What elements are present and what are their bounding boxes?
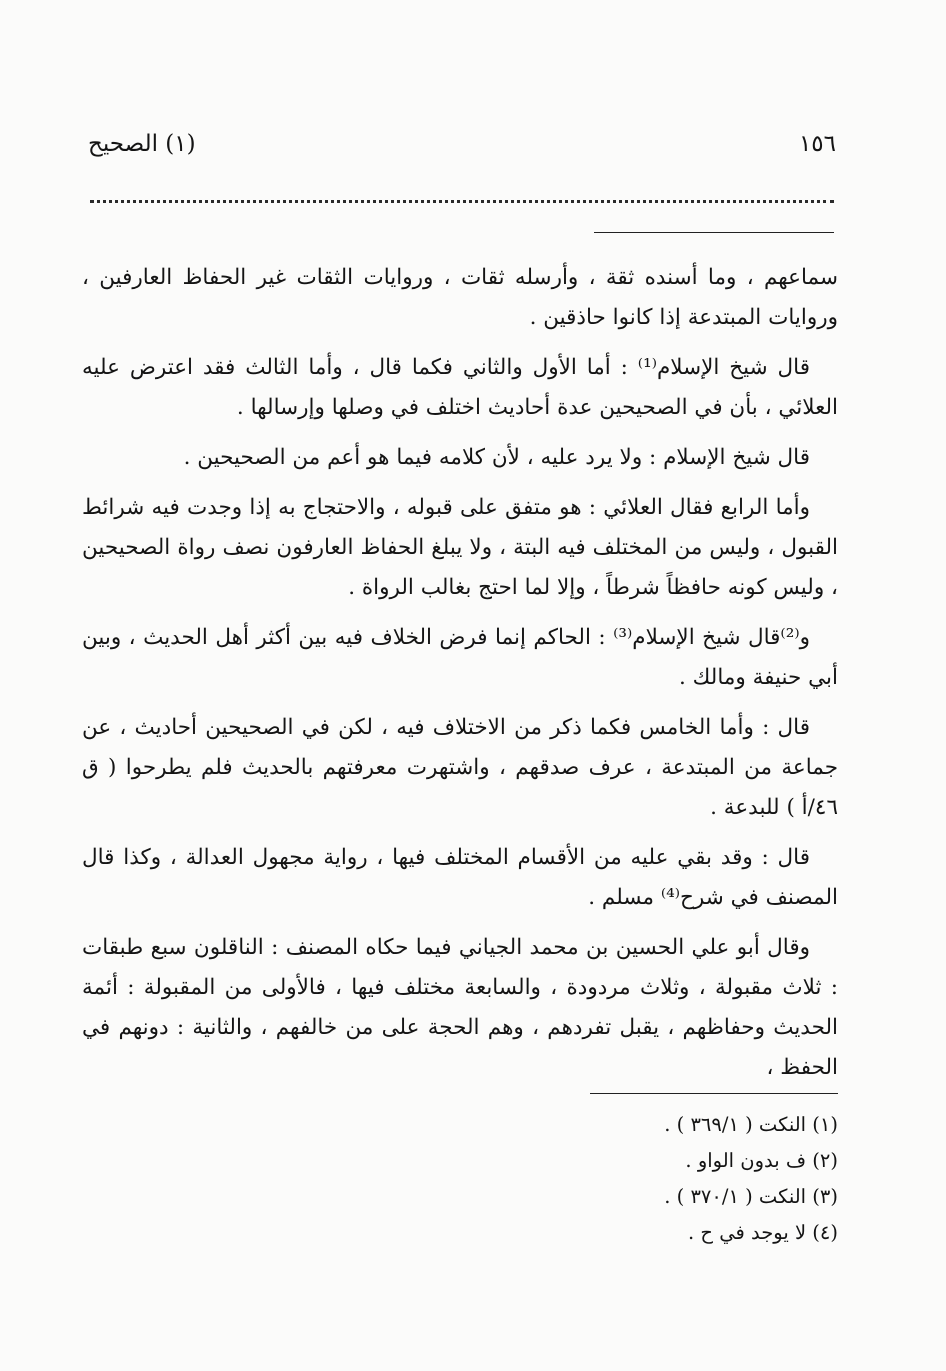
dotted-divider [90, 190, 834, 203]
footnotes [418, 1107, 838, 1251]
main-text [82, 258, 838, 1098]
paragraph: قال شيخ الإسلام : ولا يرد عليه ، لأن كلامه فيما هو أعم من الصحيحين . [183, 445, 810, 470]
footnote-divider [590, 1093, 838, 1094]
footnote: (٢) ف بدون الواو . [685, 1149, 838, 1172]
running-title: (١) الصحيح [88, 131, 196, 157]
paragraph: و⁽²⁾قال شيخ الإسلام⁽³⁾ : الحاكم إنما فرض الخلاف فيه بين أكثر أهل الحديث ، وبين أبي حنيفة ومالك . [82, 625, 838, 690]
paragraph: وقال أبو علي الحسين بن محمد الجياني فيما حكاه المصنف : الناقلون سبع طبقات : ثلاث مقبولة ، وثلاث مردودة ، والسابعة مختلف فيها ، فالأولى من المقبولة : أئمة الحديث وحفاظهم ، يقبل تفردهم ، وهم الحجة على من خالفهم ، والثانية : دونهم في الحفظ ، [82, 935, 838, 1080]
page-header [88, 124, 836, 164]
paragraph: قال شيخ الإسلام⁽¹⁾ : أما الأول والثاني فكما قال ، وأما الثالث فقد اعترض عليه العلائي ، بأن في الصحيحين عدة أحاديث اختلف في وصلها وإرسالها . [82, 355, 838, 420]
paragraph: وأما الرابع فقال العلائي : هو متفق على قبوله ، والاحتجاج به إذا وجدت فيه شرائط القبول ، وليس من المختلف فيه البتة ، ولا يبلغ الحفاظ العارفون نصف رواة الصحيحين ، وليس كونه حافظاً شرطاً ، وإلا لما احتج بغالب الرواة . [82, 495, 838, 600]
header-rule [594, 232, 834, 233]
footnote: (١) النكت ( ٣٦٩/١ ) . [664, 1113, 838, 1136]
paragraph: قال : وقد بقي عليه من الأقسام المختلف فيها ، رواية مجهول العدالة ، وكذا قال المصنف في شرح⁽⁴⁾ مسلم . [82, 845, 838, 910]
paragraph: سماعهم ، وما أسنده ثقة ، وأرسله ثقات ، وروايات الثقات غير الحفاظ العارفين ، وروايات المبتدعة إذا كانوا حاذقين . [82, 265, 838, 330]
paragraph: قال : وأما الخامس فكما ذكر من الاختلاف فيه ، لكن في الصحيحين أحاديث ، عن جماعة من المبتدعة ، عرف صدقهم ، واشتهرت معرفتهم بالحديث فلم يطرحوا ( ق ٤٦/أ ) للبدعة . [82, 715, 838, 820]
footnote: (٤) لا يوجد في ح . [688, 1221, 838, 1244]
footnote: (٣) النكت ( ٣٧٠/١ ) . [664, 1185, 838, 1208]
page-number: ١٥٦ [798, 131, 836, 157]
